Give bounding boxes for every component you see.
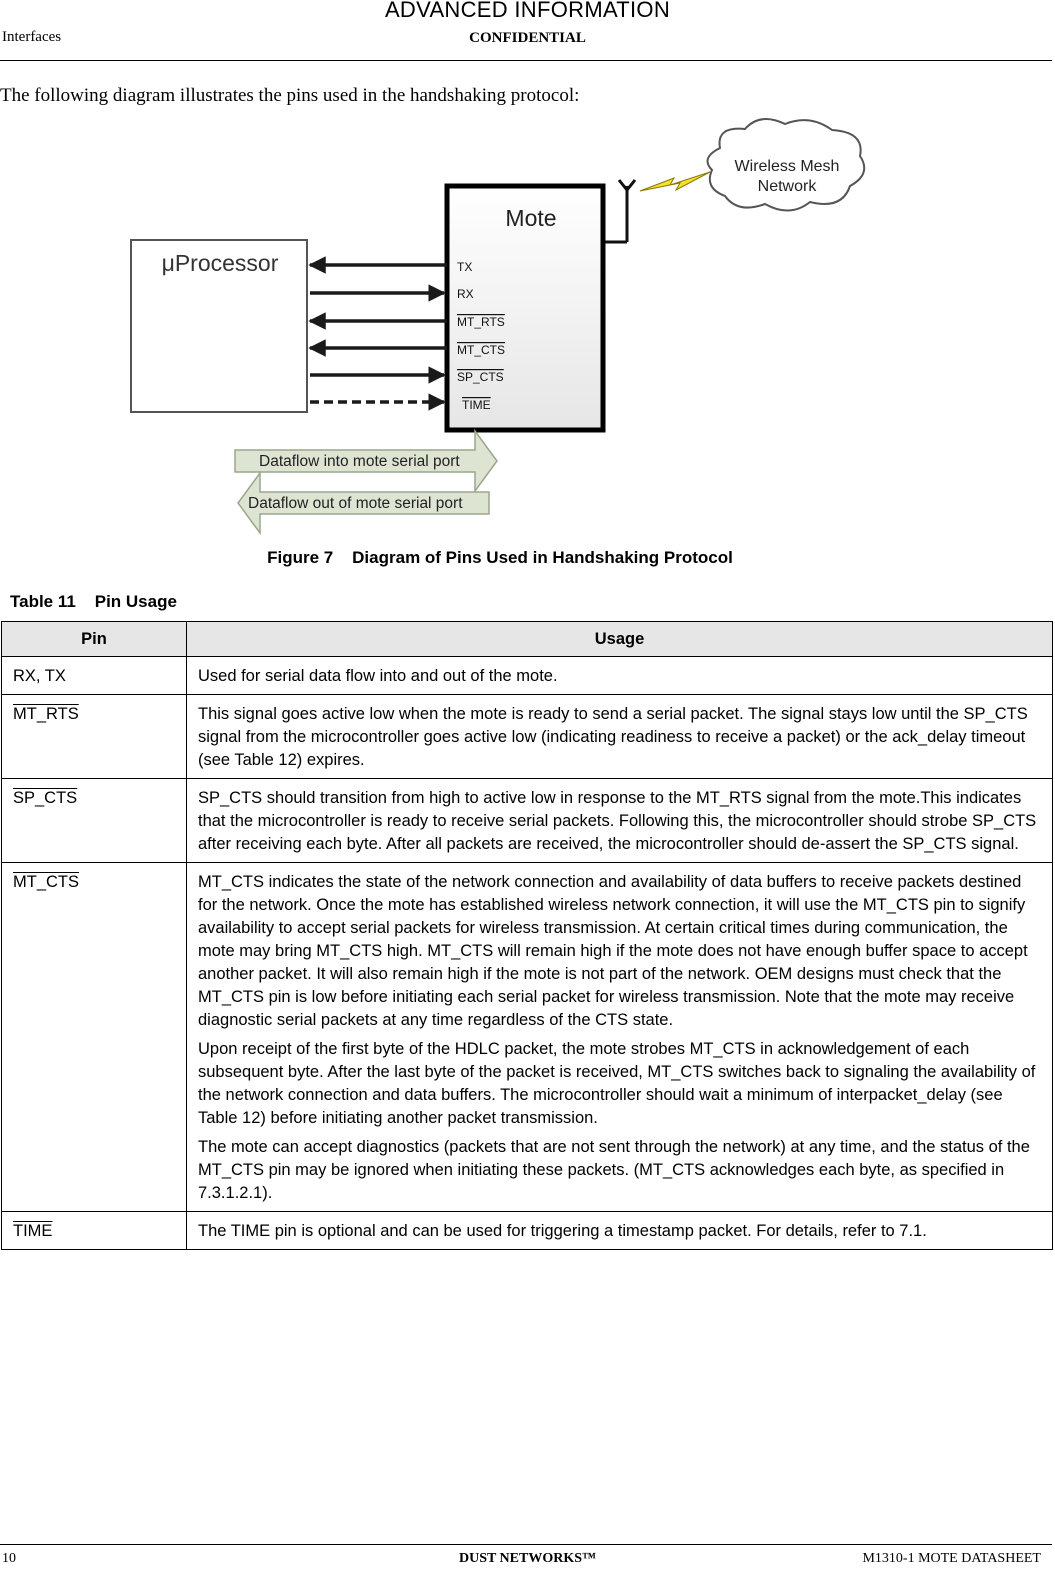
handshaking-diagram: [120, 118, 880, 538]
pin-cell: MT_CTS: [13, 873, 79, 891]
usage-cell: SP_CTS should transition from high to active low in response to the MT_RTS signal from the mote.This indicates that the microcontroller is ready to receive serial packets. Following this, the microcontroller should strobe SP_CTS after receiving each byte. After all packets are received, the microcontroller should de-assert the SP_CTS signal.: [187, 779, 1053, 863]
legend-in-label: Dataflow into mote serial port: [259, 453, 460, 470]
footer-brand: DUST NETWORKS™: [458, 1551, 597, 1566]
pin-cell: TIME: [13, 1222, 53, 1240]
footer-rule: [0, 1544, 1052, 1545]
table-row: [2, 863, 1053, 1212]
pin-cell: SP_CTS: [13, 789, 78, 807]
intro-paragraph: The following diagram illustrates the pins used in the handshaking protocol:: [0, 85, 580, 106]
table-caption: Table 11 Pin Usage: [10, 592, 177, 611]
usage-paragraph: The mote can accept diagnostics (packets that are not sent through the network) at any time, and the status of the MT_CTS pin may be ignored when initiating these packets. (MT_CTS acknowledges each byte, as specified in 7.3.1.2.1).: [198, 1138, 1030, 1202]
pin-cell: RX, TX: [2, 657, 187, 695]
pin-usage-table: [1, 621, 1053, 1250]
usage-cell: Used for serial data flow into and out of the mote.: [187, 657, 1053, 695]
footer-doc-title: M1310-1 MOTE DATASHEET: [862, 1551, 1041, 1566]
figure-caption: Figure 7 Diagram of Pins Used in Handshaking Protocol: [267, 548, 733, 567]
column-header-usage: Usage: [187, 622, 1053, 657]
legend-out-label: Dataflow out of mote serial port: [248, 495, 463, 512]
header-section-title: Interfaces: [2, 29, 62, 45]
table-row: [2, 695, 1053, 779]
pin-label-tx: TX: [457, 260, 473, 274]
header-confidential: CONFIDENTIAL: [469, 30, 586, 46]
processor-label: μProcessor: [161, 250, 279, 276]
advanced-information-banner: ADVANCED INFORMATION: [384, 0, 671, 22]
header-rule: [0, 60, 1052, 61]
usage-cell: This signal goes active low when the mote is ready to send a serial packet. The signal stays low until the SP_CTS signal from the microcontroller goes active low (indicating readiness to receive a packet) or the ack_delay timeout (see Table 12) expires.: [187, 695, 1053, 779]
column-header-pin: Pin: [2, 622, 187, 657]
usage-cell: [187, 863, 1053, 1212]
wireless-mesh-cloud: [708, 119, 865, 210]
pin-label-rx: RX: [457, 287, 474, 301]
pin-cell: MT_RTS: [13, 705, 79, 723]
pin-label-time: TIME: [462, 398, 491, 412]
table-row: [2, 779, 1053, 863]
cloud-label-line2: Network: [757, 178, 817, 195]
lightning-icon: [640, 172, 710, 191]
table-row: [2, 1212, 1053, 1250]
usage-cell: The TIME pin is optional and can be used for triggering a timestamp packet. For details, refer to 7.1.: [187, 1212, 1053, 1250]
cloud-label-line1: Wireless Mesh: [734, 158, 840, 175]
antenna-icon: [604, 180, 635, 242]
pin-label-mt-rts: MT_RTS: [457, 315, 505, 329]
usage-paragraph: MT_CTS indicates the state of the network connection and availability of data buffers to receive packets destined for the network. Once the mote has established wireless network connection, it will use the MT_CTS pin to signify availability to accept serial packets for wireless transmission. At certain critical times during communication, the mote may bring MT_CTS high. MT_CTS will remain high if the mote does not have enough buffer space to accept another packet. It will also remain high if the mote is not part of the network. OEM designs must check that the MT_CTS pin is low before initiating each serial packet for wireless transmission. Note that the mote may receive diagnostic serial packets at any time regardless of the CTS state.: [198, 873, 1028, 1029]
footer-page-number: 10: [2, 1551, 16, 1566]
pin-label-sp-cts: SP_CTS: [457, 370, 504, 384]
pin-label-mt-cts: MT_CTS: [457, 343, 505, 357]
mote-label: Mote: [505, 205, 557, 231]
table-row: [2, 657, 1053, 695]
usage-paragraph: Upon receipt of the first byte of the HDLC packet, the mote strobes MT_CTS in acknowledgement of each subsequent byte. After the last byte of the packet is received, MT_CTS switches back to signaling the availability of the network connection and data buffers. The microcontroller should wait a minimum of interpacket_delay (see Table 12) before initiating another packet transmission.: [198, 1040, 1036, 1127]
table-header-row: [2, 622, 1053, 657]
